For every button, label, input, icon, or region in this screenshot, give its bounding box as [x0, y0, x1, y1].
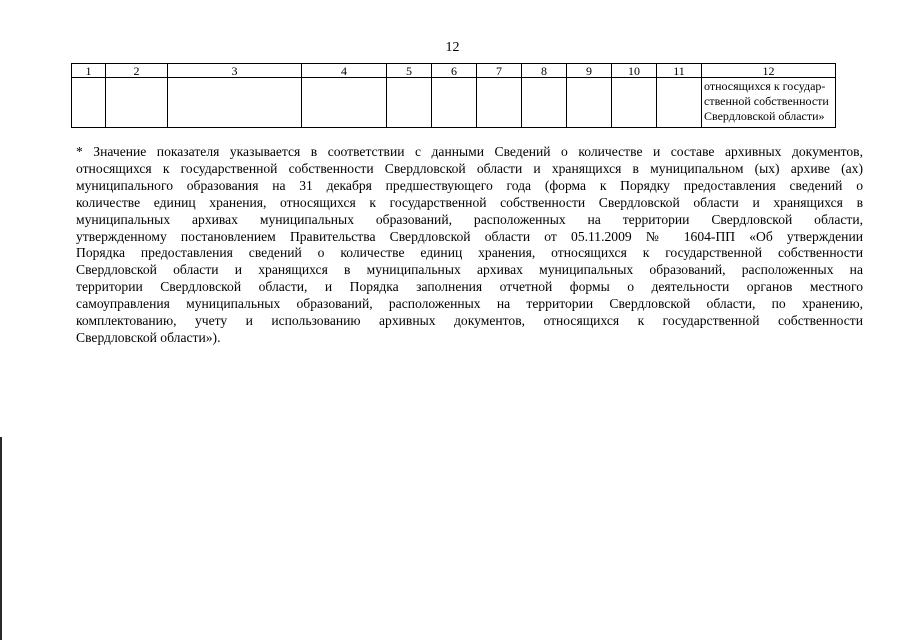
table-cell	[72, 78, 106, 128]
table-cell-text	[702, 78, 836, 128]
table-cell	[612, 78, 657, 128]
footnote-line: комплектованию, учету и использованию архивных документов, относящихся к государственной собственности	[76, 313, 863, 329]
footnote-line: Порядка предоставления сведений о количестве единиц хранения, относящихся к государственной собственности	[76, 245, 863, 261]
table-cell	[302, 78, 387, 128]
column-header: 4	[302, 64, 387, 78]
table-cell	[522, 78, 567, 128]
column-header: 1	[72, 64, 106, 78]
footnote-line: муниципальных архивах муниципальных образований, расположенных на территории Свердловской области,	[76, 211, 863, 227]
column-header: 11	[657, 64, 702, 78]
table-cell	[657, 78, 702, 128]
table-cell	[168, 78, 302, 128]
footnote	[76, 144, 863, 347]
table-header-row	[72, 64, 836, 78]
footnote-line: Свердловской области»).	[76, 329, 221, 345]
table-cell	[567, 78, 612, 128]
scan-edge-mark	[0, 437, 2, 640]
footnote-line: самоуправления муниципальных образований, расположенных на территории Свердловской области, по хранению,	[76, 296, 863, 312]
data-table	[71, 63, 836, 128]
footnote-line: Свердловской области и хранящихся в муниципальных архивах муниципальных образований, расположенных на	[76, 262, 863, 278]
column-header: 6	[432, 64, 477, 78]
table-row	[72, 78, 836, 128]
footnote-line: утвержденному постановлением Правительства Свердловской области от 05.11.2009 № 1604-ПП «Об утверждении	[76, 228, 863, 244]
footnote-line: территории Свердловской области, и Порядка заполнения отчетной формы о деятельности органов местного	[76, 279, 863, 295]
cell-text-line: относящихся к государ-	[704, 79, 826, 93]
column-header: 10	[612, 64, 657, 78]
footnote-line: * Значение показателя указывается в соответствии с данными Сведений о количестве и составе архивных документов,	[76, 144, 863, 159]
table-cell	[106, 78, 168, 128]
cell-text-line: Свердловской области»	[704, 109, 825, 123]
cell-text-line: ственной собственности	[704, 94, 829, 108]
column-header: 2	[106, 64, 168, 78]
column-header: 5	[387, 64, 432, 78]
table-cell	[477, 78, 522, 128]
column-header: 7	[477, 64, 522, 78]
table-cell	[387, 78, 432, 128]
footnote-line: количестве единиц хранения, относящихся к государственной собственности Свердловской области и хранящихся в	[76, 194, 863, 210]
footnote-line: муниципального образования на 31 декабря предшествующего года (форма к Порядку предоставления сведений о	[76, 177, 863, 193]
footnote-line: относящихся к государственной собственности Свердловской области и хранящихся в муниципальном (ых) архиве (ах)	[76, 160, 863, 176]
column-header: 9	[567, 64, 612, 78]
table-cell	[432, 78, 477, 128]
column-header: 8	[522, 64, 567, 78]
column-header: 12	[702, 64, 836, 78]
page-number: 12	[445, 40, 460, 55]
column-header: 3	[168, 64, 302, 78]
